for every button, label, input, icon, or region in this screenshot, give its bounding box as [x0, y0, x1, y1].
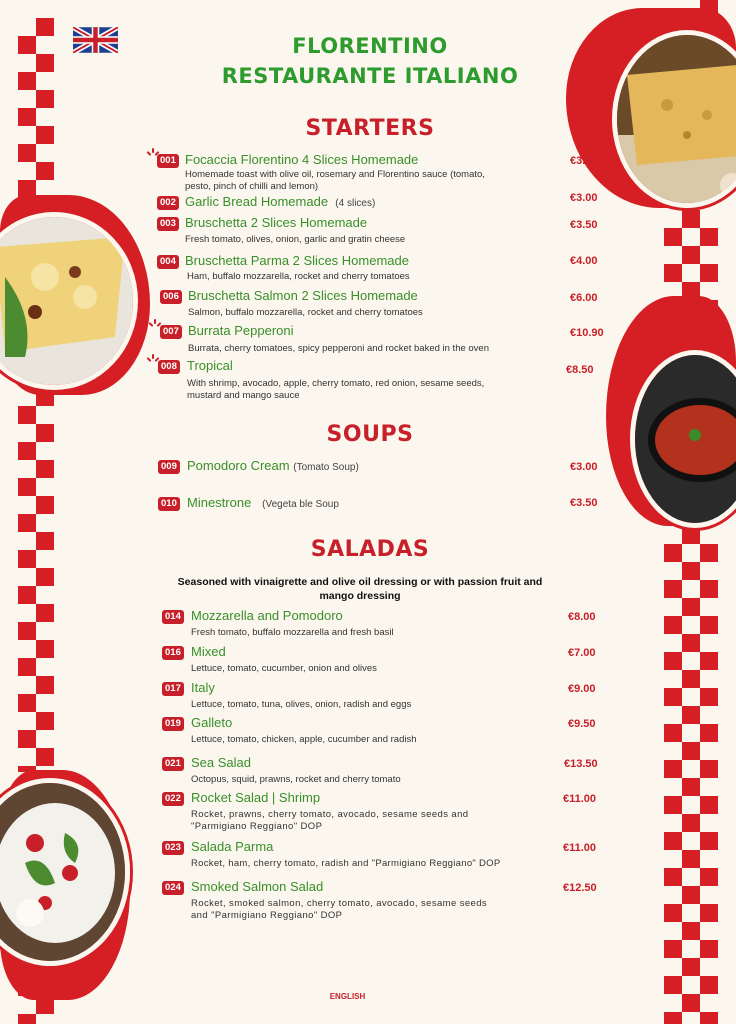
item-name — [185, 194, 375, 209]
item-code-badge: 014 — [162, 610, 184, 624]
burst-icon — [148, 354, 158, 366]
item-code-badge: 008 — [158, 360, 180, 374]
item-code-badge: 003 — [157, 217, 179, 231]
item-price: €3.50 — [570, 155, 598, 167]
item-name — [187, 495, 339, 510]
item-description: Burrata, cherry tomatoes, spicy pepperoni and rocket baked in the oven — [188, 343, 490, 354]
item-description: Lettuce, tomato, cucumber, onion and olives — [191, 663, 377, 674]
item-price: €7.00 — [568, 647, 596, 659]
item-code-badge: 021 — [162, 757, 184, 771]
item-name: Bruschetta Salmon 2 Slices Homemade — [188, 288, 418, 303]
item-price: €3.00 — [570, 461, 598, 473]
item-code-badge: 023 — [162, 841, 184, 855]
item-name: Sea Salad — [191, 755, 251, 770]
item-name: Tropical — [187, 358, 233, 373]
item-description: Rocket, prawns, cherry tomato, avocado, sesame seeds and "Parmigiano Reggiano" DOP — [191, 809, 469, 832]
restaurant-subtitle: RESTAURANTE ITALIANO — [221, 64, 519, 88]
item-description: Rocket, smoked salmon, cherry tomato, avocado, sesame seeds and "Parmigiano Reggiano" DOP — [191, 898, 488, 921]
item-price: €9.50 — [568, 718, 596, 730]
item-description: Octopus, squid, prawns, rocket and cherry tomato — [191, 774, 401, 785]
item-name: Bruschetta 2 Slices Homemade — [185, 215, 368, 230]
item-description: With shrimp, avocado, apple, cherry tomato, red onion, sesame seeds, mustard and mango sauce — [187, 378, 485, 401]
item-name-text: Minestrone — [187, 495, 252, 510]
checker-border-right-bottom — [664, 526, 718, 1024]
item-code-badge: 010 — [158, 497, 180, 511]
item-description: Rocket, ham, cherry tomato, radish and "Parmigiano Reggiano" DOP — [191, 858, 501, 869]
item-price: €3.50 — [570, 219, 598, 231]
language-label: ENGLISH — [329, 992, 366, 1001]
item-code-badge: 016 — [162, 646, 184, 660]
item-code-badge: 019 — [162, 717, 184, 731]
item-name: Mixed — [191, 644, 226, 659]
item-name: Focaccia Florentino 4 Slices Homemade — [185, 152, 419, 167]
item-price: €4.00 — [570, 255, 598, 267]
item-name: Rocket Salad | Shrimp — [191, 790, 321, 805]
section-title-soups: SOUPS — [326, 422, 414, 447]
dressing-note: Seasoned with vinaigrette and olive oil dressing or with passion fruit and mango dressing — [177, 576, 543, 602]
item-description: Homemade toast with olive oil, rosemary and Florentino sauce (tomato, pesto, pinch of chilli and lemon) — [185, 169, 485, 192]
restaurant-name: FLORENTINO — [292, 34, 448, 58]
item-description: Ham, buffalo mozzarella, rocket and cherry tomatoes — [187, 271, 410, 282]
item-name: Burrata Pepperoni — [188, 323, 294, 338]
section-title-starters: STARTERS — [305, 116, 435, 141]
item-code-badge: 007 — [160, 325, 182, 339]
item-code-badge: 002 — [157, 196, 179, 210]
item-name: Galleto — [191, 715, 233, 730]
item-name — [187, 458, 359, 473]
item-name: Italy — [191, 680, 215, 695]
item-name-note: (Vegeta ble Soup — [262, 499, 339, 510]
item-description: Lettuce, tomato, tuna, olives, onion, radish and eggs — [191, 699, 412, 710]
item-name: Smoked Salmon Salad — [191, 879, 324, 894]
item-code-badge: 024 — [162, 881, 184, 895]
item-code-badge: 004 — [157, 255, 179, 269]
item-price: €6.00 — [570, 292, 598, 304]
item-price: €8.50 — [566, 364, 594, 376]
item-name: Salada Parma — [191, 839, 274, 854]
item-price: €10.90 — [570, 327, 604, 339]
checker-border-left-top — [18, 18, 54, 208]
item-price: €3.50 — [570, 497, 598, 509]
section-title-saladas: SALADAS — [310, 537, 430, 562]
item-name: Bruschetta Parma 2 Slices Homemade — [185, 253, 409, 268]
item-name: Mozzarella and Pomodoro — [191, 608, 343, 623]
item-price: €8.00 — [568, 611, 596, 623]
item-name-note: (Tomato Soup) — [293, 462, 359, 473]
checker-border-left-mid — [18, 388, 54, 772]
item-code-badge: 006 — [160, 290, 182, 304]
item-name-note: (4 slices) — [335, 198, 376, 209]
item-price: €12.50 — [563, 882, 597, 894]
item-name-text: Garlic Bread Homemade — [185, 194, 329, 209]
item-code-badge: 001 — [157, 154, 179, 168]
uk-flag-icon[interactable] — [73, 27, 118, 53]
item-description: Fresh tomato, buffalo mozzarella and fresh basil — [191, 627, 394, 638]
item-code-badge: 017 — [162, 682, 184, 696]
item-description: Fresh tomato, olives, onion, garlic and gratin cheese — [185, 234, 406, 245]
item-code-badge: 009 — [158, 460, 180, 474]
item-price: €3.00 — [570, 192, 598, 204]
item-price: €9.00 — [568, 683, 596, 695]
item-price: €13.50 — [564, 758, 598, 770]
item-description: Lettuce, tomato, chicken, apple, cucumber and radish — [191, 734, 417, 745]
item-price: €11.00 — [563, 842, 597, 854]
item-name-text: Pomodoro Cream — [187, 458, 290, 473]
item-description: Salmon, buffalo mozzarella, rocket and cherry tomatoes — [188, 307, 423, 318]
item-price: €11.00 — [563, 793, 597, 805]
item-code-badge: 022 — [162, 792, 184, 806]
burst-icon — [150, 319, 160, 331]
checker-border-right-mid — [664, 210, 718, 310]
